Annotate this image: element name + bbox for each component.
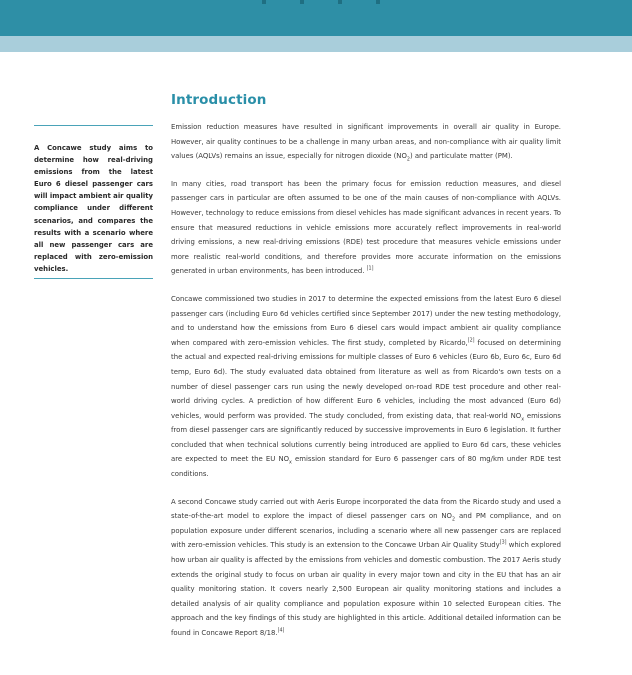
section-heading: Introduction — [171, 92, 267, 108]
sidebar-rule-bottom — [34, 278, 153, 279]
subscript: x — [289, 460, 292, 466]
reference-1: [1] — [366, 267, 374, 273]
text-run: which explored how urban air quality is affected by the emissions from vehicles and domestic combustion. The 2017 Aeris study extends the original study to focus on urban air quality in every major town and city in the EU that has an air quality monitoring station. It covers nearly 2,500 European air quality monitoring stations and includes a detailed analysis of air quality compliance and population exposure within 10 selected European cities. The approach and the key findings of this study are highlighted in this article. Additional detailed information can be found in Concawe Report 8/18. — [171, 541, 561, 637]
subscript: x — [521, 417, 525, 423]
paragraph-4 — [171, 495, 561, 641]
text-run: and PM compliance, and on population exposure under different scenarios, including a scenario where all new passenger cars are replaced with zero-emission vehicles. This study is an extension to the Concawe Urban Air Quality Study — [171, 512, 561, 550]
text-run: Emission reduction measures have resulted in significant improvements in overall air quality in Europe. However, air quality continues to be a challenge in many urban areas, and non-compliance with air quality limit values (AQLVs) remains an issue, especially for nitrogen dioxide (NO — [171, 123, 561, 161]
header-mark — [300, 0, 304, 4]
sidebar-rule-top — [34, 125, 153, 126]
text-run: emission standard for Euro 6 passenger cars of 80 mg/km under RDE test conditions. — [171, 455, 562, 479]
reference-2: [2] — [467, 338, 475, 344]
header-mark — [338, 0, 342, 4]
header-mark — [262, 0, 266, 4]
body-column — [171, 120, 561, 654]
subscript: 2 — [406, 157, 410, 163]
header-band — [0, 0, 632, 36]
paragraph-2 — [171, 177, 561, 279]
reference-4: [4] — [277, 628, 285, 634]
reference-3: [3] — [499, 541, 507, 547]
text-run: Concawe commissioned two studies in 2017 to determine the expected emissions from the latest Euro 6 diesel passenger cars (including Euro 6d vehicles certified since September 2017) under the new testing methodology, and to understand how the emissions from Euro 6 diesel cars would impact ambient air quality compliance when compared with zero-emission vehicles. The first study, completed by Ricardo, — [171, 294, 561, 347]
text-run: ) and particulate matter (PM). — [409, 152, 513, 161]
paragraph-3 — [171, 292, 561, 482]
text-run: In many cities, road transport has been the primary focus for emission reduction measures, and diesel passenger cars in particular are often assumed to be one of the main causes of non-compliance with AQLVs. However, technology to reduce emissions from diesel vehicles has made significant advances in recent years. To ensure that measured reductions in vehicle emissions more accurately reflect improvements in real-world driving emissions, a new real-driving emissions (RDE) test procedure that measures vehicle emissions under more realistic real-world conditions, and therefore provides more accurate information on the emissions generated in urban environments, has been introduced. — [171, 179, 561, 276]
text-run: focused on determining the actual and expected real-driving emissions for multiple classes of Euro 6 vehicles (Euro 6b, Euro 6c, Euro 6d temp, Euro 6d). The study evaluated data obtained from literature as well as from Ricardo's own tests on a number of diesel passenger cars run using the newly developed on-road RDE test procedure and other real-world driving cycles. A prediction of how different Euro 6 vehicles, including the most advanced (Euro 6d) vehicles, would perform was provided. The study concluded, from existing data, that real-world NO — [171, 338, 561, 420]
subscript: 2 — [451, 517, 456, 523]
paragraph-1 — [171, 120, 561, 164]
header-mark — [376, 0, 380, 4]
text-run: A second Concawe study carried out with Aeris Europe incorporated the data from the Ricardo study and used a state-of-the-art model to explore the impact of diesel passenger cars on NO — [171, 497, 561, 521]
header-stripe — [0, 36, 632, 52]
text-run: emissions from diesel passenger cars are significantly reduced by successive improvements in Euro 6 legislation. It further concluded that when technical solutions currently being introduced are applied to Euro 6d cars, these vehicles are expected to meet the EU NO — [171, 411, 561, 464]
sidebar-callout: A Concawe study aims to determine how real-driving emissions from the latest Euro 6 diesel passenger cars will impact ambient air quality compliance under different scenarios, and compares the results with a scenario where all new passenger cars are replaced with zero-emission vehicles. — [34, 144, 153, 273]
